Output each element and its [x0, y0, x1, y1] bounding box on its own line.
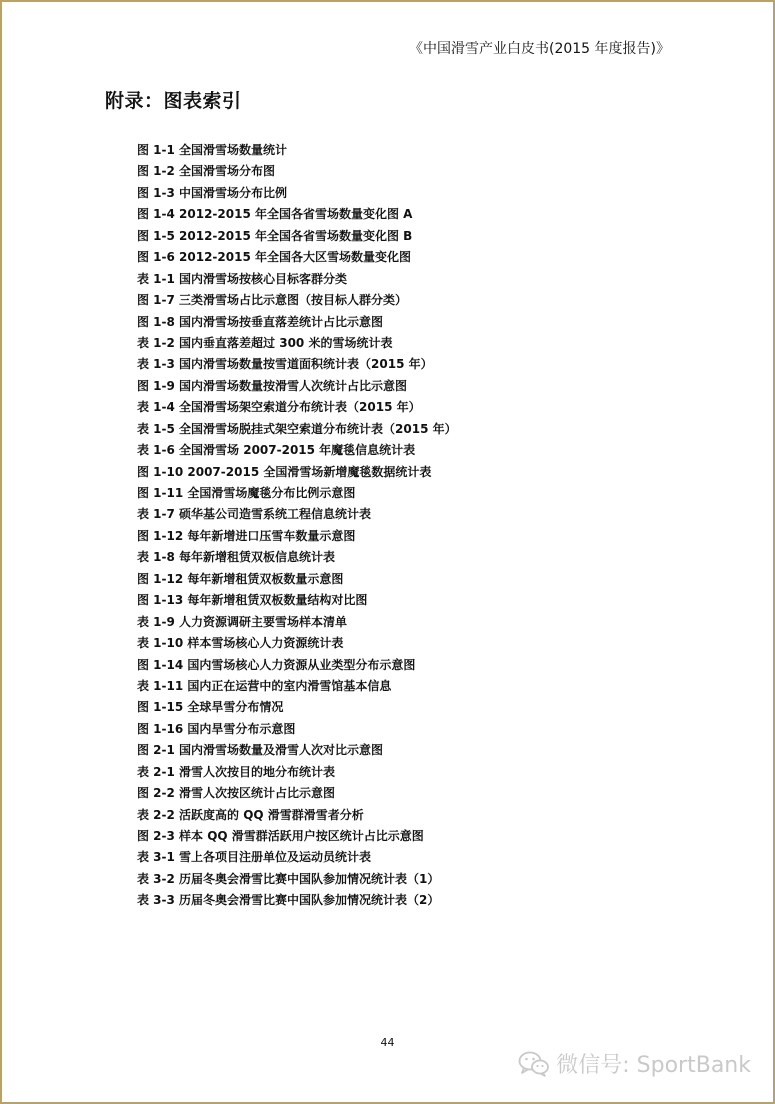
index-item: 表 3-1 雪上各项目注册单位及运动员统计表	[137, 850, 372, 865]
index-item: 图 1-3 中国滑雪场分布比例	[137, 185, 288, 200]
page-number: 44	[380, 1036, 395, 1049]
index-item: 表 1-9 人力资源调研主要雪场样本清单	[137, 614, 348, 629]
index-item: 图 2-1 国内滑雪场数量及滑雪人次对比示意图	[137, 743, 384, 758]
index-item: 图 1-5 2012-2015 年全国各省雪场数量变化图 B	[137, 228, 413, 243]
index-item: 图 2-2 滑雪人次按区统计占比示意图	[137, 786, 336, 801]
index-item: 图 1-4 2012-2015 年全国各省雪场数量变化图 A	[137, 207, 413, 222]
index-item: 表 1-10 样本雪场核心人力资源统计表	[137, 636, 344, 651]
index-item: 图 1-14 国内雪场核心人力资源从业类型分布示意图	[137, 657, 416, 672]
page-title: 附录：图表索引	[105, 90, 242, 112]
index-item: 表 1-4 全国滑雪场架空索道分布统计表（2015 年）	[137, 400, 421, 415]
index-item: 表 2-2 活跃度高的 QQ 滑雪群滑雪者分析	[137, 807, 364, 822]
index-item: 图 1-12 每年新增租赁双板数量示意图	[137, 571, 344, 586]
index-item: 图 1-2 全国滑雪场分布图	[137, 164, 276, 179]
index-item: 图 1-16 国内旱雪分布示意图	[137, 721, 296, 736]
index-item: 图 1-13 每年新增租赁双板数量结构对比图	[137, 593, 368, 608]
index-item: 表 1-8 每年新增租赁双板信息统计表	[137, 550, 336, 565]
index-item: 表 1-6 全国滑雪场 2007-2015 年魔毯信息统计表	[137, 443, 416, 458]
index-item: 图 1-8 国内滑雪场按垂直落差统计占比示意图	[137, 314, 384, 329]
index-item: 表 1-7 硕华基公司造雪系统工程信息统计表	[137, 507, 372, 522]
index-item: 图 1-10 2007-2015 全国滑雪场新增魔毯数据统计表	[137, 464, 432, 479]
figure-table-index-list	[137, 140, 697, 912]
index-item: 表 1-5 全国滑雪场脱挂式架空索道分布统计表（2015 年）	[137, 421, 457, 436]
index-item: 图 1-1 全国滑雪场数量统计	[137, 143, 288, 157]
index-item: 图 1-9 国内滑雪场数量按滑雪人次统计占比示意图	[137, 378, 408, 393]
index-item: 表 1-2 国内垂直落差超过 300 米的雪场统计表	[137, 335, 393, 350]
index-item: 表 2-1 滑雪人次按目的地分布统计表	[137, 764, 336, 779]
index-item: 图 2-3 样本 QQ 滑雪群活跃用户按区统计占比示意图	[137, 829, 424, 843]
wechat-icon	[518, 1050, 550, 1078]
index-item: 图 1-6 2012-2015 年全国各大区雪场数量变化图	[137, 250, 411, 265]
running-header-title: 《中国滑雪产业白皮书(2015 年度报告)》	[408, 41, 670, 57]
index-item: 表 3-2 历届冬奥会滑雪比赛中国队参加情况统计表（1）	[137, 871, 440, 886]
watermark-text: 微信号: SportBank	[556, 1053, 751, 1078]
index-item: 表 1-3 国内滑雪场数量按雪道面积统计表（2015 年）	[137, 357, 433, 372]
index-item: 表 3-3 历届冬奥会滑雪比赛中国队参加情况统计表（2）	[137, 893, 440, 908]
index-item: 表 1-1 国内滑雪场按核心目标客群分类	[137, 271, 348, 286]
wechat-watermark	[518, 1048, 751, 1079]
index-item: 图 1-11 全国滑雪场魔毯分布比例示意图	[137, 486, 356, 500]
index-item: 图 1-7 三类滑雪场占比示意图（按目标人群分类）	[137, 293, 408, 308]
index-item: 表 1-11 国内正在运营中的室内滑雪馆基本信息	[137, 678, 392, 693]
index-item: 图 1-15 全球旱雪分布情况	[137, 700, 284, 715]
index-item: 图 1-12 每年新增进口压雪车数量示意图	[137, 528, 356, 543]
